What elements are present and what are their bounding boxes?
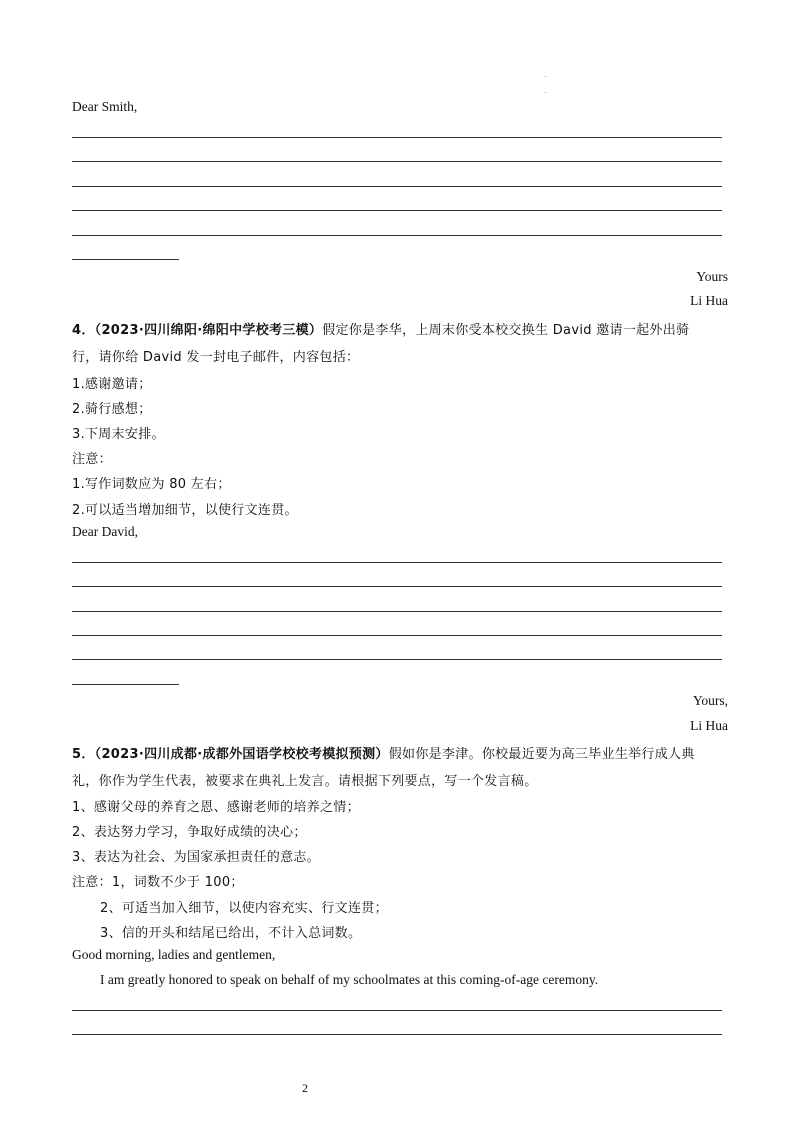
note-item: 1.写作词数应为 80 左右；: [72, 477, 231, 492]
salutation-smith: Dear Smith,: [72, 99, 138, 114]
salutation-speech: Good morning, ladies and gentlemen,: [72, 947, 276, 962]
closing-yours: Yours: [696, 269, 728, 284]
question-5-heading: [72, 743, 695, 762]
closing-yours: Yours,: [692, 693, 728, 708]
requirement-point: 3、表达为社会、为国家承担责任的意志。: [72, 850, 320, 865]
notes-label: 注意：: [72, 452, 112, 467]
question-prompt: 假如你是李津。你校最近要为高三毕业生举行成人典: [388, 747, 695, 762]
requirement-point: 1、感谢父母的养育之恩、感谢老师的培养之情；: [72, 800, 360, 815]
writing-line: [72, 611, 722, 612]
writing-line: [72, 659, 722, 660]
writing-line: [72, 137, 722, 138]
page-number: 2: [302, 1081, 308, 1095]
writing-line: [72, 1034, 722, 1035]
question-number: 4．: [72, 323, 95, 338]
question-source: （2023·四川绵阳·绵阳中学校考三模）: [94, 323, 323, 338]
writing-line: [72, 235, 722, 236]
question-prompt-cont: 礼，你作为学生代表，被要求在典礼上发言。请根据下列要点，写一个发言稿。: [72, 774, 538, 789]
requirement-point: 1.感谢邀请；: [72, 377, 152, 392]
question-4-heading: [72, 319, 689, 338]
question-source: （2023·四川成都·成都外国语学校校考模拟预测）: [94, 747, 389, 762]
writing-line: [72, 186, 722, 187]
signature: Li Hua: [690, 718, 728, 733]
writing-line: [72, 1010, 722, 1011]
note-item: 3、信的开头和结尾已给出，不计入总词数。: [100, 926, 362, 941]
question-prompt: 假定你是李华，上周末你受本校交换生 David 邀请一起外出骑: [322, 323, 690, 338]
question-prompt-cont: 行，请你给 David 发一封电子邮件，内容包括：: [72, 350, 360, 365]
signature: Li Hua: [690, 293, 728, 308]
writing-line: [72, 210, 722, 211]
writing-line: [72, 562, 722, 563]
requirement-point: 2、表达努力学习，争取好成绩的决心；: [72, 825, 307, 840]
writing-line: [72, 635, 722, 636]
notes-first: 注意：1，词数不少于 100；: [72, 875, 244, 890]
requirement-point: 2.骑行感想；: [72, 402, 152, 417]
salutation-david: Dear David,: [72, 524, 138, 539]
question-number: 5．: [72, 747, 95, 762]
writing-line-short: [72, 684, 179, 685]
requirement-point: 3.下周末安排。: [72, 427, 165, 442]
writing-line: [72, 161, 722, 162]
note-item: 2.可以适当增加细节，以使行文连贯。: [72, 503, 298, 518]
writing-line: [72, 586, 722, 587]
writing-line-short: [72, 259, 179, 260]
speech-opening: I am greatly honored to speak on behalf of my schoolmates at this coming-of-age ceremony.: [100, 972, 599, 987]
note-item: 2、可适当加入细节，以使内容充实、行文连贯；: [100, 901, 388, 916]
